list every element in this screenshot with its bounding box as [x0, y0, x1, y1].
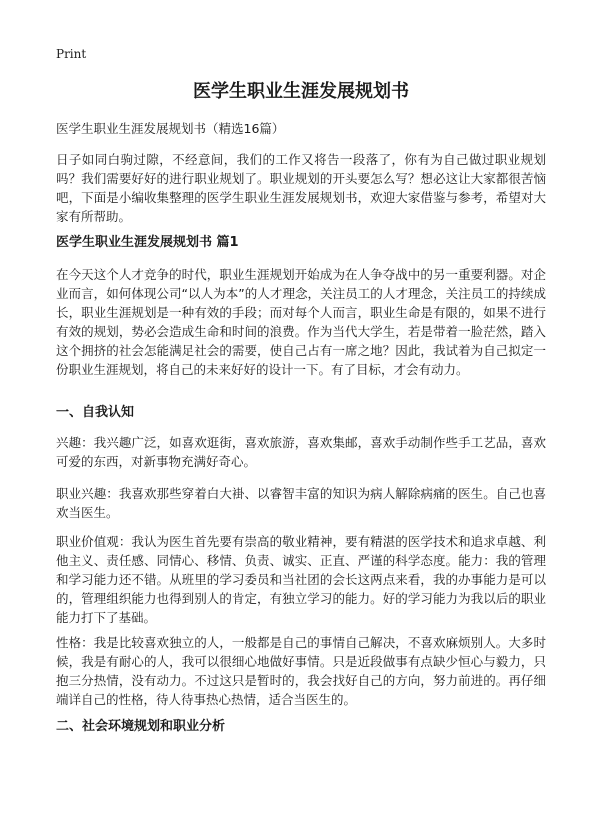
document-title: 医学生职业生涯发展规划书 — [193, 81, 409, 102]
career-values-paragraph: 职业价值观：我认为医生首先要有崇高的敬业精神，要有精湛的医学技术和追求卓越、利他主义、责任感、同情心、移情、负责、诚实、正直、严谨的科学态度。能力：我的管理和学习能力还不错。从班里的学习委员和当社团的会长这两点来看，我的办事能力是可以的，管理组织能力也得到别人的肯定，有独立学习的能力。好的学习能力为我以后的职业能力打下了基础。 — [56, 534, 546, 625]
personality-paragraph: 性格：我是比较喜欢独立的人，一般都是自己的事情自己解决，不喜欢麻烦别人。大多时候，我是有耐心的人，我可以很细心地做好事情。只是近段做事有点缺少恒心与毅力，只抱三分热情，没有动力。不过这只是暂时的，我会找好自己的方向，努力前进的。再仔细端详自己的性格，待人待事热心热情，适合当医生的。 — [56, 635, 546, 707]
print-link[interactable]: Print — [56, 47, 87, 61]
social-environment-heading: 二、社会环境规划和职业分析 — [56, 719, 226, 734]
career-interest-paragraph: 职业兴趣：我喜欢那些穿着白大褂、以睿智丰富的知识为病人解除病痛的医生。自己也喜欢当医生。 — [56, 486, 546, 520]
section-heading-1: 医学生职业生涯发展规划书 篇1 — [56, 235, 239, 250]
interest-paragraph: 兴趣：我兴趣广泛，如喜欢逛街，喜欢旅游，喜欢集邮，喜欢手动制作些手工艺品，喜欢可爱的东西，对新事物充满好奇心。 — [56, 435, 546, 469]
document-subtitle: 医学生职业生涯发展规划书（精选16篇） — [56, 121, 285, 136]
intro-paragraph: 日子如同白驹过隙，不经意间，我们的工作又将告一段落了，你有为自己做过职业规划吗？我们需要好好的进行职业规划了。职业规划的开头要怎么写？想必这让大家都很苦恼吧，下面是小编收集整理的医学生职业生涯发展规划书，欢迎大家借鉴与参考，希望对大家有所帮助。 — [56, 152, 546, 224]
section-1-paragraph: 在今天这个人才竞争的时代，职业生涯规划开始成为在人争夺战中的另一重要利器。对企业而言，如何体现公司“以人为本”的人才理念，关注员工的人才理念，关注员工的持续成长，职业生涯规划是一种有效的手段；而对每个人而言，职业生命是有限的，如果不进行有效的规划，势必会造成生命和时间的浪费。作为当代大学生，若是带着一脸茫然，踏入这个拥挤的社会怎能满足社会的需要，使自己占有一席之地？因此，我试着为自己拟定一份职业生涯规划，将自己的未来好好的设计一下。有了目标，才会有动力。 — [56, 267, 546, 377]
self-awareness-heading: 一、自我认知 — [56, 405, 135, 420]
